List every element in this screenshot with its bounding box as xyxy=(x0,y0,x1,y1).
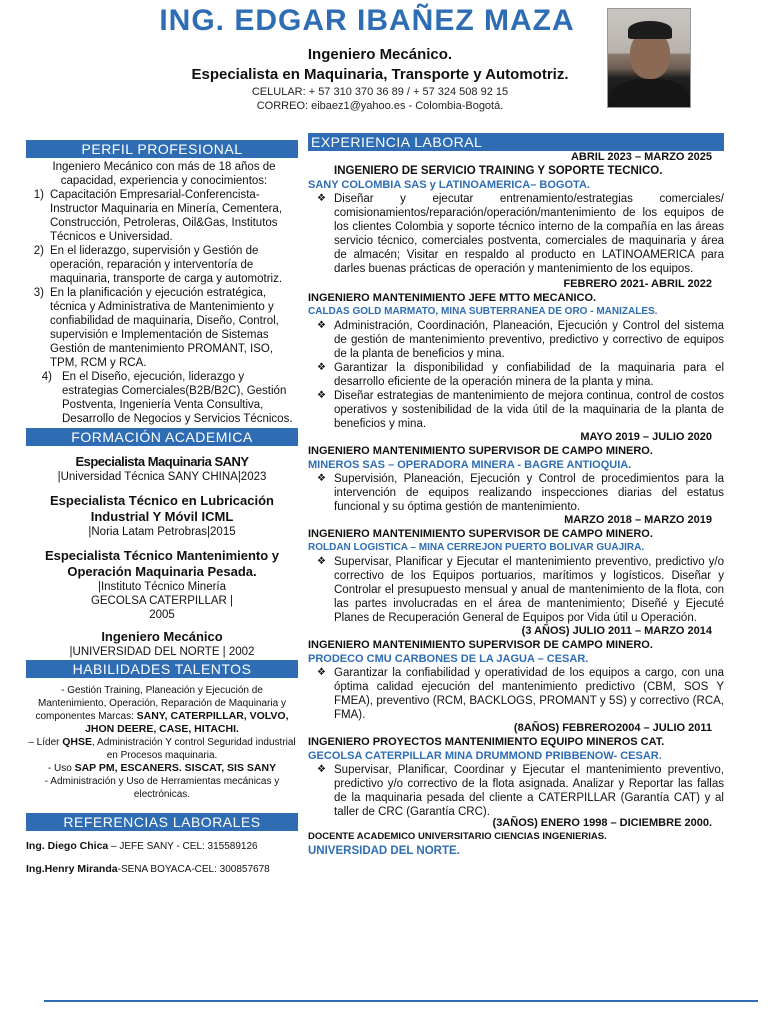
list-item: ❖ Diseñar y ejecutar entrenamiento/estrategias comerciales/ comisionamientos/reparación/operación/mantenimiento de los equipos de los clientes Colombia y soporte técnico interno de la compañía en las áreas servicio técnico, comerciales postventa, comerciales de maquinaria y área de almacén; Visitar en respaldo al producto en LATINOAMERICA para darles buenas prácticas de operación y mantenimiento de los equipos. xyxy=(317,193,724,275)
reference-item: Ing. Diego Chica – JEFE SANY - CEL: 315589126 xyxy=(26,840,258,852)
list-item: ❖ Supervisión, Planeación, Ejecución y Control de procedimientos para la intervención de equipos realizando inspecciones diarias del estatus funcional y su óptima gestión de mantenimiento. xyxy=(317,473,724,513)
specialty-title: Especialista en Maquinaria, Transporte y Automotriz. xyxy=(191,66,569,83)
job-entry: (8AÑOS) FEBRERO2004 – JULIO 2011 INGENIERO PROYECTOS MANTENIMIENTO EQUIPO MINEROS CAT. GECOLSA CATERPILLAR MINA DRUMMOND PRIBBENOW- CESAR. ❖ Supervisar, Planificar, Coordinar y Ejecutar el mantenimiento preventivo, predictivo y/o correctivo de la flota asignada. Analizar y Reportar las fallas de la maquinaria pesada del cliente a CATERPILLAR (Garantía CAT) y al taller de CRC (Garantía CRC). xyxy=(308,722,724,818)
education-item: Especialista Técnico Mantenimiento y Operación Maquinaria Pesada. |Instituto Técnico Minería GECOLSA CATERPILLAR | 2005 xyxy=(44,548,280,621)
section-heading-habilidades: HABILIDADES TALENTOS xyxy=(26,660,298,678)
section-heading-referencias: REFERENCIAS LABORALES xyxy=(26,813,298,831)
list-item: ❖ Supervisar, Planificar y Ejecutar el mantenimiento preventivo, predictivo y/o correctivo de los Equipos portuarios, marítimos y logísticos. Diseñar y Controlar el presupuesto mensual y anual de mantenimiento de la flota, con las partes involucradas en el área de mantenimiento; Diseñé y Ejecuté Planes de Recuperación General de Equipos por Vida útil u Operación. xyxy=(317,556,724,624)
skills-text: - Gestión Training, Planeación y Ejecución de Mantenimiento, Operación, Reparación de Maquinaria y componentes Marcas: SANY, CATERPILLAR, VOLVO, JHON DEERE, CASE, HITACHI. – Líder QHSE, Administración Y control Seguridad industrial en Procesos maquinaria. - Uso SAP PM, ESCANERS. SISCAT, SIS SANY - Administración y Uso de Herramientas mecánicas y electrónicas. xyxy=(28,685,296,800)
cv-header xyxy=(0,0,768,120)
footer-divider xyxy=(44,1000,758,1002)
list-item: ❖ Supervisar, Planificar, Coordinar y Ejecutar el mantenimiento preventivo, predictivo y/o correctivo de la flota asignada. Analizar y Reportar las fallas de la maquinaria pesada del cliente a CATERPILLAR (Garantía CAT) y al taller de CRC (Garantía CRC). xyxy=(317,764,724,818)
section-heading-experiencia: EXPERIENCIA LABORAL xyxy=(308,133,724,151)
perfil-intro: Ingeniero Mecánico con más de 18 años de capacidad, experiencia y conocimientos: xyxy=(52,161,276,187)
profile-photo xyxy=(607,8,691,108)
job-entry: MARZO 2018 – MARZO 2019 INGENIERO MANTENIMIENTO SUPERVISOR DE CAMPO MINERO. ROLDAN LOGISTICA – MINA CERREJON PUERTO BOLIVAR GUAJIRA. ❖ Supervisar, Planificar y Ejecutar el mantenimiento preventivo, predictivo y/o correctivo de los Equipos portuarios, marítimos y logísticos. Diseñar y Controlar el presupuesto mensual y anual de mantenimiento de la flota, con las partes involucradas en el área de mantenimiento; Diseñé y Ejecuté Planes de Recuperación General de Equipos por Vida útil u Operación. xyxy=(308,514,724,624)
list-item: 2) En el liderazgo, supervisión y Gestión de operación, reparación y interventoría de maquinaria, transporte de carga y automotriz. xyxy=(33,245,283,285)
list-item: ❖ Administración, Coordinación, Planeación, Ejecución y Control del sistema de gestión de mantenimiento preventivo, predictivo y correctivo de equipos de la planta de beneficios y mina. xyxy=(317,320,724,360)
email-line: CORREO: eibaez1@yahoo.es - Colombia-Bogotá. xyxy=(256,100,504,112)
phone-line: CELULAR: + 57 310 370 36 89 / + 57 324 508 92 15 xyxy=(251,86,509,98)
list-item: ❖ Diseñar estrategias de mantenimiento de mejora continua, control de costos operativos y sostenibilidad de la vida útil de la maquinaria de la planta de beneficios y mina. xyxy=(317,390,724,430)
candidate-name: ING. EDGAR IBAÑEZ MAZA xyxy=(159,4,575,37)
right-column xyxy=(308,133,724,858)
job-entry: (3 AÑOS) JULIO 2011 – MARZO 2014 INGENIERO MANTENIMIENTO SUPERVISOR DE CAMPO MINERO. PRODECO CMU CARBONES DE LA JAGUA – CESAR. ❖ Garantizar la confiabilidad y operatividad de los equipos a cargo, con una óptima calidad ejecución del mantenimiento predictivo (CBM, SOS Y FMEA), preventivo (RCM, BACKLOGS, PROMANT y 5S) y correctivo (RCA, FMA). xyxy=(308,625,724,721)
list-item: 4) En el Diseño, ejecución, liderazgo y estrategias Comerciales(B2B/B2C), Gestión Postventa, Ingeniería Venta Consultiva, Desarrollo de Negocios y Servicios Técnicos. xyxy=(41,371,293,425)
list-item: ❖ Garantizar la confiabilidad y operatividad de los equipos a cargo, con una óptima calidad ejecución del mantenimiento predictivo (CBM, SOS Y FMEA), preventivo (RCM, BACKLOGS, PROMANT y 5S) y correctivo (RCA, FMA). xyxy=(317,667,724,721)
education-item: Ingeniero Mecánico |UNIVERSIDAD DEL NORTE | 2002 xyxy=(69,629,255,658)
job-entry: MAYO 2019 – JULIO 2020 INGENIERO MANTENIMIENTO SUPERVISOR DE CAMPO MINERO. MINEROS SAS – OPERADORA MINERA - BAGRE ANTIOQUIA. ❖ Supervisión, Planeación, Ejecución y Control de procedimientos para la intervención de equipos realizando inspecciones diarias del estatus funcional y su óptima gestión de mantenimiento. xyxy=(308,431,724,513)
reference-item: Ing.Henry Miranda-SENA BOYACA-CEL: 300857678 xyxy=(26,863,270,875)
job-entry: ABRIL 2023 – MARZO 2025 INGENIERO DE SERVICIO TRAINING Y SOPORTE TECNICO. SANY COLOMBIA SAS y LATINOAMERICA– BOGOTA. ❖ Diseñar y ejecutar entrenamiento/estrategias comerciales/ comisionamientos/reparación/operación/mantenimiento de los equipos de los clientes Colombia y soporte técnico interno de la compañía en las áreas servicio técnico, comerciales postventa, comerciales de maquinaria y área de almacén; Visitar en respaldo al producto en LATINOAMERICA para darles buenas prácticas de operación y mantenimiento de los equipos. xyxy=(308,151,724,275)
job-entry: FEBRERO 2021- ABRIL 2022 INGENIERO MANTENIMIENTO JEFE MTTO MECANICO. CALDAS GOLD MARMATO, MINA SUBTERRANEA DE ORO - MANIZALES. ❖ Administración, Coordinación, Planeación, Ejecución y Control del sistema de gestión de mantenimiento preventivo, predictivo y correctivo de equipos de la planta de beneficios y mina. ❖ Garantizar la disponibilidad y confiabilidad de la maquinaria para el desarrollo eficiente de la operación minera de la planta y mina. ❖ Diseñar estrategias de mantenimiento de mejora continua, control de costos operativos y sostenibilidad de la vida útil de la maquinaria de la planta de beneficios y mina. xyxy=(308,278,724,430)
list-item: ❖ Garantizar la disponibilidad y confiabilidad de la maquinaria para el desarrollo eficiente de la operación minera de la planta y mina. xyxy=(317,362,724,388)
perfil-list xyxy=(26,188,298,426)
section-heading-perfil: PERFIL PROFESIONAL xyxy=(26,140,298,158)
profession-title: Ingeniero Mecánico. xyxy=(307,46,453,63)
education-item: Especialista Maquinaria SANY |Universidad Técnica SANY CHINA|2023 xyxy=(57,454,267,483)
left-column xyxy=(26,140,298,876)
education-item: Especialista Técnico en Lubricación Industrial Y Móvil ICML |Noria Latam Petrobras|2015 xyxy=(50,493,274,538)
list-item: 1) Capacitación Empresarial-Conferencista-Instructor Maquinaria en Minería, Cementera, Construcción, Petroleras, Oil&Gas, Institutos Técnicos e Universidad. xyxy=(33,189,283,243)
list-item: 3) En la planificación y ejecución estratégica, técnica y Administrativa de Mantenimiento y confiabilidad de maquinaria, Diseño, Control, supervisión e Implementación de Sistemas Gestión de mantenimiento PROMANT, ISO, TPM, RCM y RCA. xyxy=(33,287,279,369)
job-entry: (3AÑOS) ENERO 1998 – DICIEMBRE 2000. DOCENTE ACADEMICO UNIVERSITARIO CIENCIAS INGENIERIAS. UNIVERSIDAD DEL NORTE. xyxy=(308,817,712,857)
section-heading-formacion: FORMACIÓN ACADEMICA xyxy=(26,428,298,446)
